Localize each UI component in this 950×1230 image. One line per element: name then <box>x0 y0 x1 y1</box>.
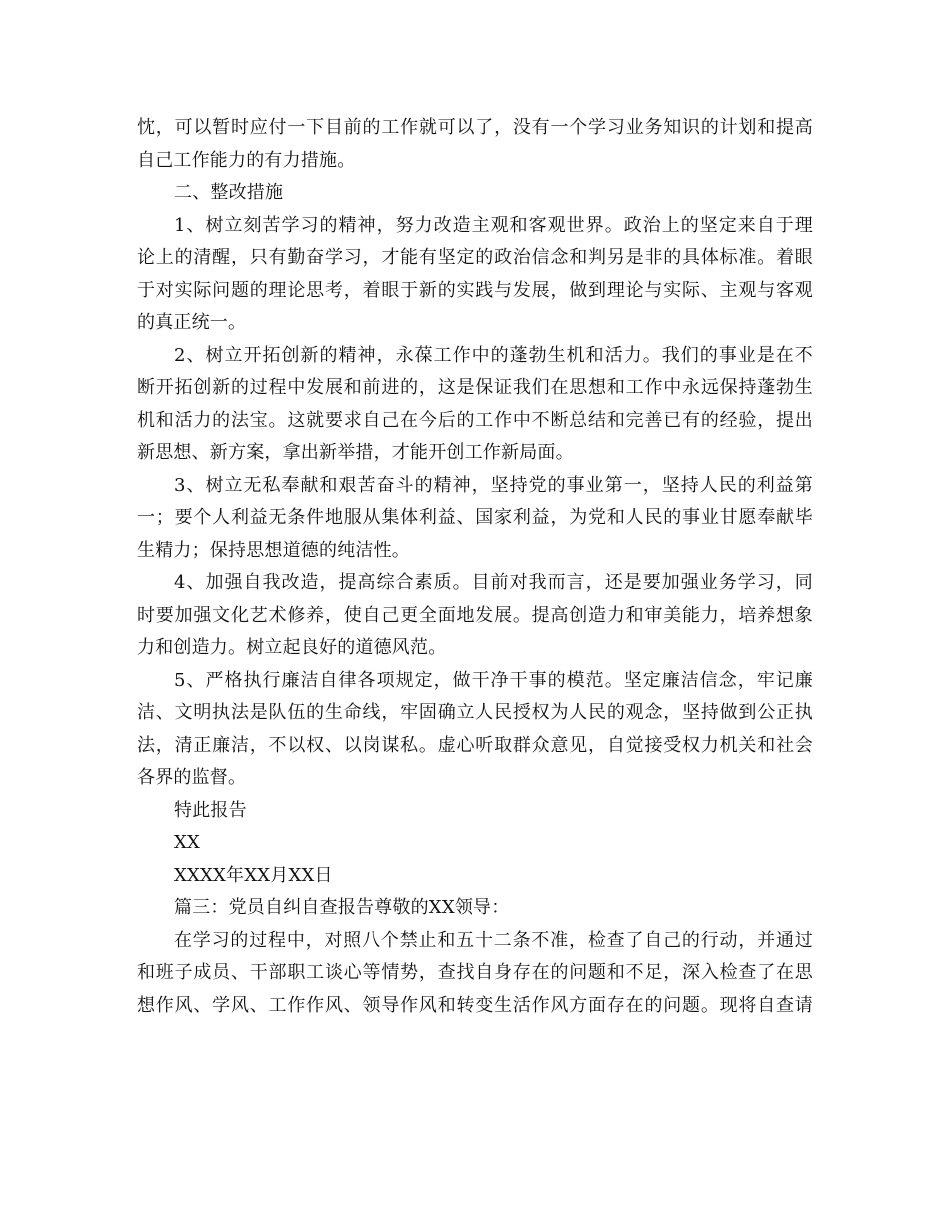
text-line: 时要加强文化艺术修养，使自己更全面地发展。提高创造力和审美能力，培养想象 <box>137 604 813 626</box>
text-line: 断开拓创新的过程中发展和前进的，这是保证我们在思想和工作中永远保持蓬勃生 <box>137 377 813 398</box>
text-line: XXXX年XX月XX日 <box>174 864 333 886</box>
text-line: 一；要个人利益无条件地服从集体利益、国家利益，为党和人民的事业甘愿奉献毕 <box>137 507 813 528</box>
text-line: 论上的清醒，只有勤奋学习，才能有坚定的政治信念和判另是非的具体标准。着眼 <box>137 247 813 268</box>
text-line: 在学习的过程中，对照八个禁止和五十二条不准，检查了自己的行动，并通过 <box>174 929 813 951</box>
text-line: 机和活力的法宝。这就要求自己在今后的工作中不断总结和完善已有的经验，提出 <box>137 409 813 431</box>
text-line: 力和创造力。树立起良好的道德风范。 <box>137 637 447 658</box>
text-line: 特此报告 <box>174 799 247 821</box>
text-line: 二、整改措施 <box>174 182 284 203</box>
text-line: 4、加强自我改造，提高综合素质。目前对我而言，还是要加强业务学习，同 <box>174 572 813 593</box>
text-line: 自己工作能力的有力措施。 <box>137 149 356 171</box>
text-line: 5、严格执行廉洁自律各项规定，做干净干事的模范。坚定廉洁信念，牢记廉 <box>174 669 813 691</box>
text-line: 生精力；保持思想道德的纯洁性。 <box>137 539 410 561</box>
text-line: 篇三：党员自纠自查报告尊敬的XX领导： <box>174 897 510 918</box>
text-line: 忱，可以暂时应付一下目前的工作就可以了，没有一个学习业务知识的计划和提高 <box>137 117 813 138</box>
text-line: 于对实际问题的理论思考，着眼于新的实践与发展，做到理论与实际、主观与客观 <box>137 279 813 301</box>
text-line: 法，清正廉洁，不以权、以岗谋私。虚心听取群众意见，自觉接受权力机关和社会 <box>137 734 813 756</box>
text-line: 新思想、新方案，拿出新举措，才能开创工作新局面。 <box>137 442 574 463</box>
text-line: 想作风、学风、工作作风、领导作风和转变生活作风方面存在的问题。现将自查请 <box>137 994 813 1016</box>
document-body <box>137 112 813 1022</box>
text-line: 1、树立刻苦学习的精神，努力改造主观和客观世界。政治上的坚定来自于理 <box>174 214 813 236</box>
text-line: 和班子成员、干部职工谈心等情势，查找自身存在的问题和不足，深入检查了在思 <box>137 962 813 983</box>
text-line: 的真正统一。 <box>137 312 247 333</box>
text-line: XX <box>174 832 201 853</box>
text-line: 3、树立无私奉献和艰苦奋斗的精神，坚持党的事业第一，坚持人民的利益第 <box>174 474 813 496</box>
text-line: 2、树立开拓创新的精神，永葆工作中的蓬勃生机和活力。我们的事业是在不 <box>174 344 813 366</box>
text-line: 各界的监督。 <box>137 767 247 788</box>
text-line: 洁、文明执法是队伍的生命线，牢固确立人民授权为人民的观念，坚持做到公正执 <box>137 702 813 723</box>
